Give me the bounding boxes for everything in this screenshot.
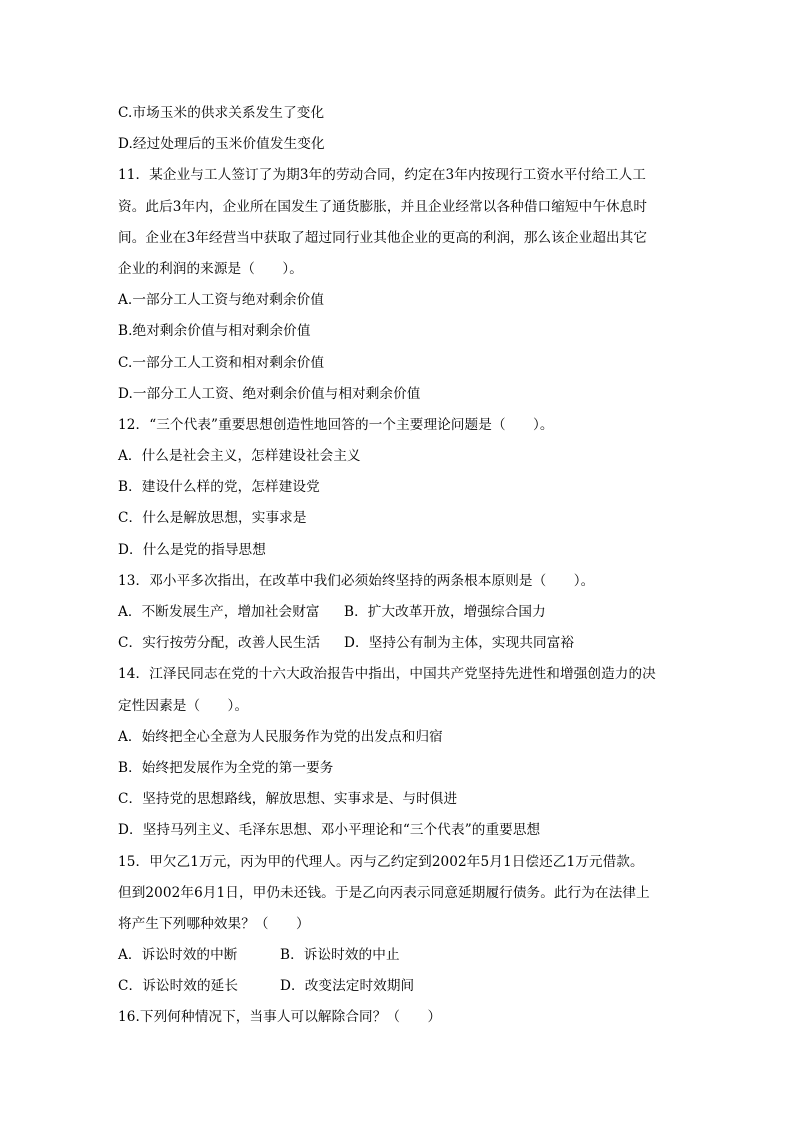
option-d-q12: D．什么是党的指导思想 — [118, 541, 266, 558]
option-c-q13: C．实行按劳分配，改善人民生活 — [118, 635, 321, 652]
option-c-q11: C.一部分工人工资和相对剩余价值 — [118, 354, 325, 371]
option-b-q15: B．诉讼时效的中止 — [280, 947, 400, 964]
question-11-line-1: 11．某企业与工人签订了为期3年的劳动合同，约定在3年内按现行工资水平付给工人工 — [118, 167, 646, 184]
option-a-q13: A．不断发展生产，增加社会财富 — [118, 604, 320, 620]
option-a-q12: A．什么是社会主义，怎样建设社会主义 — [118, 448, 361, 465]
options-cd-q15 — [118, 971, 688, 1002]
option-b-q12: B．建设什么样的党，怎样建设党 — [118, 479, 320, 496]
question-13: 13．邓小平多次指出，在改革中我们必须始终坚持的两条根本原则是（ ）。 — [118, 572, 595, 589]
options-cd-q13 — [118, 628, 688, 659]
option-b-q14: B．始终把发展作为全党的第一要务 — [118, 759, 334, 776]
question-16: 16.下列何种情况下，当事人可以解除合同？（ ） — [118, 1009, 442, 1026]
option-a-q11: A.一部分工人工资与绝对剩余价值 — [118, 292, 325, 309]
option-c-q10: C.市场玉米的供求关系发生了变化 — [118, 105, 325, 121]
option-c-q14: C．坚持党的思想路线，解放思想、实事求是、与时俱进 — [118, 791, 458, 808]
option-a-q14: A．始终把全心全意为人民服务作为党的出发点和归宿 — [118, 728, 443, 745]
options-ab-q15 — [118, 940, 688, 971]
option-d-q15: D．改变法定时效期间 — [280, 978, 415, 995]
question-11-line-3: 间。企业在3年经营当中获取了超过同行业其他企业的更高的利润，那么该企业超出其它 — [118, 229, 648, 246]
question-15-line-3: 将产生下列哪种效果？（ ） — [118, 915, 310, 932]
document-page — [118, 98, 688, 1034]
option-c-q15: C．诉讼时效的延长 — [118, 978, 239, 995]
option-b-q11: B.绝对剩余价值与相对剩余价值 — [118, 323, 311, 340]
option-d-q13: D．坚持公有制为主体，实现共同富裕 — [344, 635, 575, 652]
question-14-line-1: 14．江泽民同志在党的十六大政治报告中指出，中国共产党坚持先进性和增强创造力的决 — [118, 666, 656, 683]
question-12: 12．“三个代表”重要思想创造性地回答的一个主要理论问题是（ ）。 — [118, 416, 554, 433]
question-11-line-4: 企业的利润的来源是（ ）。 — [118, 260, 303, 277]
options-ab-q13 — [118, 597, 688, 628]
option-d-q10: D.经过处理后的玉米价值发生变化 — [118, 136, 325, 153]
question-14-line-2: 定性因素是（ ）。 — [118, 697, 249, 714]
option-c-q12: C．什么是解放思想，实事求是 — [118, 510, 307, 527]
option-d-q11: D.一部分工人工资、绝对剩余价值与相对剩余价值 — [118, 385, 421, 402]
option-a-q15: A．诉讼时效的中断 — [118, 947, 238, 964]
question-11-line-2: 资。此后3年内，企业所在国发生了通货膨胀，并且企业经常以各种借口缩短中午休息时 — [118, 198, 648, 215]
option-d-q14: D．坚持马列主义、毛泽东思想、邓小平理论和“三个代表”的重要思想 — [118, 822, 541, 839]
question-15-line-1: 15．甲欠乙1万元，丙为甲的代理人。丙与乙约定到2002年5月1日偿还乙1万元借款。 — [118, 853, 644, 870]
option-b-q13: B．扩大改革开放，增强综合国力 — [344, 604, 546, 620]
question-15-line-2: 但到2002年6月1日，甲仍未还钱。于是乙向丙表示同意延期履行债务。此行为在法律上 — [118, 884, 650, 901]
